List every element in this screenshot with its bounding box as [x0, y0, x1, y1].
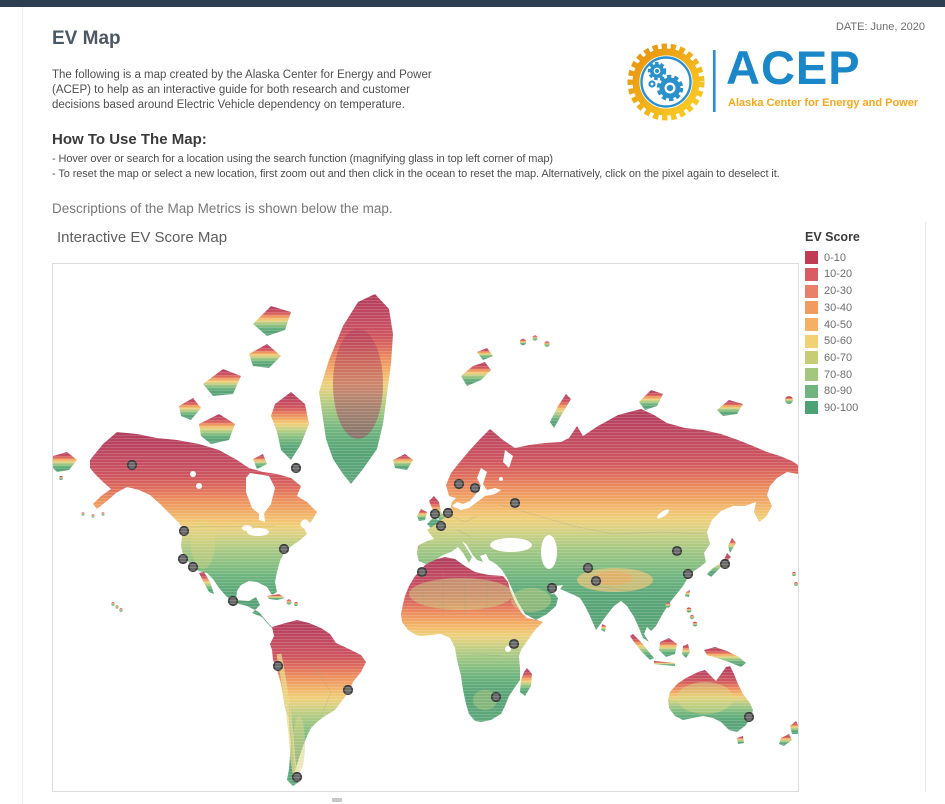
acep-logo — [622, 40, 922, 124]
marker-rio-de-janeiro[interactable] — [344, 686, 353, 695]
marker-fairbanks[interactable] — [128, 461, 137, 470]
legend-swatch[interactable] — [805, 251, 818, 264]
legend-item-10-20[interactable] — [805, 268, 920, 282]
page-title: EV Map — [52, 28, 121, 49]
legend-item-70-80[interactable] — [805, 368, 920, 382]
horizontal-scrollbar[interactable] — [332, 798, 342, 802]
marker-sydney[interactable] — [745, 713, 754, 722]
continents — [53, 294, 798, 786]
marker-dubai[interactable] — [548, 584, 557, 593]
legend-swatch[interactable] — [805, 368, 818, 381]
date-label: DATE: June, 2020 — [835, 21, 925, 33]
marker-edinburgh[interactable] — [431, 510, 440, 519]
legend-label: 50-60 — [824, 335, 853, 348]
marker-beijing[interactable] — [673, 547, 682, 556]
legend-item-80-90[interactable] — [805, 385, 920, 399]
marker-tokyo[interactable] — [721, 560, 730, 569]
howto-heading: How To Use The Map: — [52, 131, 207, 148]
marker-casablanca[interactable] — [418, 568, 427, 577]
ev-score-map[interactable] — [52, 263, 799, 792]
legend-label: 60-70 — [824, 351, 853, 364]
legend-label: 10-20 — [824, 268, 853, 281]
howto-instructions — [52, 152, 780, 182]
legend-label: 70-80 — [824, 368, 853, 381]
legend-swatch[interactable] — [805, 285, 818, 298]
legend-label: 0-10 — [824, 251, 847, 264]
legend-swatch[interactable] — [805, 335, 818, 348]
howto-line: - To reset the map or select a new location, first zoom out and then click in the ocean to reset the map. Alternatively, click on the pixel again to deselect it. — [52, 168, 780, 180]
map-title: Interactive EV Score Map — [57, 229, 228, 246]
legend-label: 30-40 — [824, 301, 853, 314]
legend-swatch[interactable] — [805, 318, 818, 331]
legend-item-90-100[interactable] — [805, 401, 920, 415]
legend-label: 80-90 — [824, 385, 853, 398]
marker-san-francisco[interactable] — [179, 555, 188, 564]
legend-label: 90-100 — [824, 401, 859, 414]
marker-oslo[interactable] — [455, 480, 464, 489]
intro-paragraph — [52, 68, 432, 113]
marker-seattle[interactable] — [180, 527, 189, 536]
right-panel-divider — [925, 222, 926, 792]
legend-item-0-10[interactable] — [805, 251, 920, 265]
marker-delhi[interactable] — [592, 577, 601, 586]
marker-los-angeles[interactable] — [189, 563, 198, 572]
marker-moscow[interactable] — [511, 499, 520, 508]
intro-line: (ACEP) to help as an interactive guide for both research and customer — [52, 84, 410, 96]
legend-item-60-70[interactable] — [805, 351, 920, 365]
legend-label: 40-50 — [824, 318, 853, 331]
marker-london[interactable] — [444, 509, 453, 518]
howto-line: - Hover over or search for a location using the search function (magnifying glass in top left corner of map) — [52, 153, 553, 165]
legend-item-50-60[interactable] — [805, 334, 920, 348]
legend-item-30-40[interactable] — [805, 301, 920, 315]
legend-title: EV Score — [805, 230, 860, 244]
legend-swatch[interactable] — [805, 351, 818, 364]
acep-gear-sun-icon — [622, 40, 722, 124]
intro-line: The following is a map created by the Alaska Center for Energy and Power — [52, 69, 432, 81]
world-map[interactable] — [53, 264, 798, 791]
acep-acronym: ACEP — [726, 41, 861, 94]
marker-mexico-city[interactable] — [229, 597, 238, 606]
intro-line: decisions based around Electric Vehicle dependency on temperature. — [52, 99, 405, 111]
left-panel-divider — [22, 7, 23, 804]
legend-swatch[interactable] — [805, 385, 818, 398]
legend-items — [805, 251, 920, 415]
marker-lima[interactable] — [274, 662, 283, 671]
legend-item-40-50[interactable] — [805, 318, 920, 332]
marker-paris[interactable] — [437, 522, 446, 531]
marker-johannesburg[interactable] — [492, 693, 501, 702]
marker-iqaluit[interactable] — [292, 464, 301, 473]
top-accent-bar — [0, 0, 945, 7]
legend-label: 20-30 — [824, 285, 853, 298]
marker-new-york[interactable] — [280, 545, 289, 554]
marker-kabul[interactable] — [584, 564, 593, 573]
legend-swatch[interactable] — [805, 268, 818, 281]
acep-subtitle: Alaska Center for Energy and Power — [728, 97, 919, 109]
metrics-note: Descriptions of the Map Metrics is shown below the map. — [52, 201, 393, 216]
marker-nairobi[interactable] — [510, 640, 519, 649]
legend-swatch[interactable] — [805, 401, 818, 414]
marker-punta-arenas[interactable] — [293, 773, 302, 782]
legend-item-20-30[interactable] — [805, 284, 920, 298]
ev-score-legend — [805, 230, 920, 418]
legend-swatch[interactable] — [805, 301, 818, 314]
marker-shanghai[interactable] — [684, 570, 693, 579]
marker-stockholm[interactable] — [471, 484, 480, 493]
